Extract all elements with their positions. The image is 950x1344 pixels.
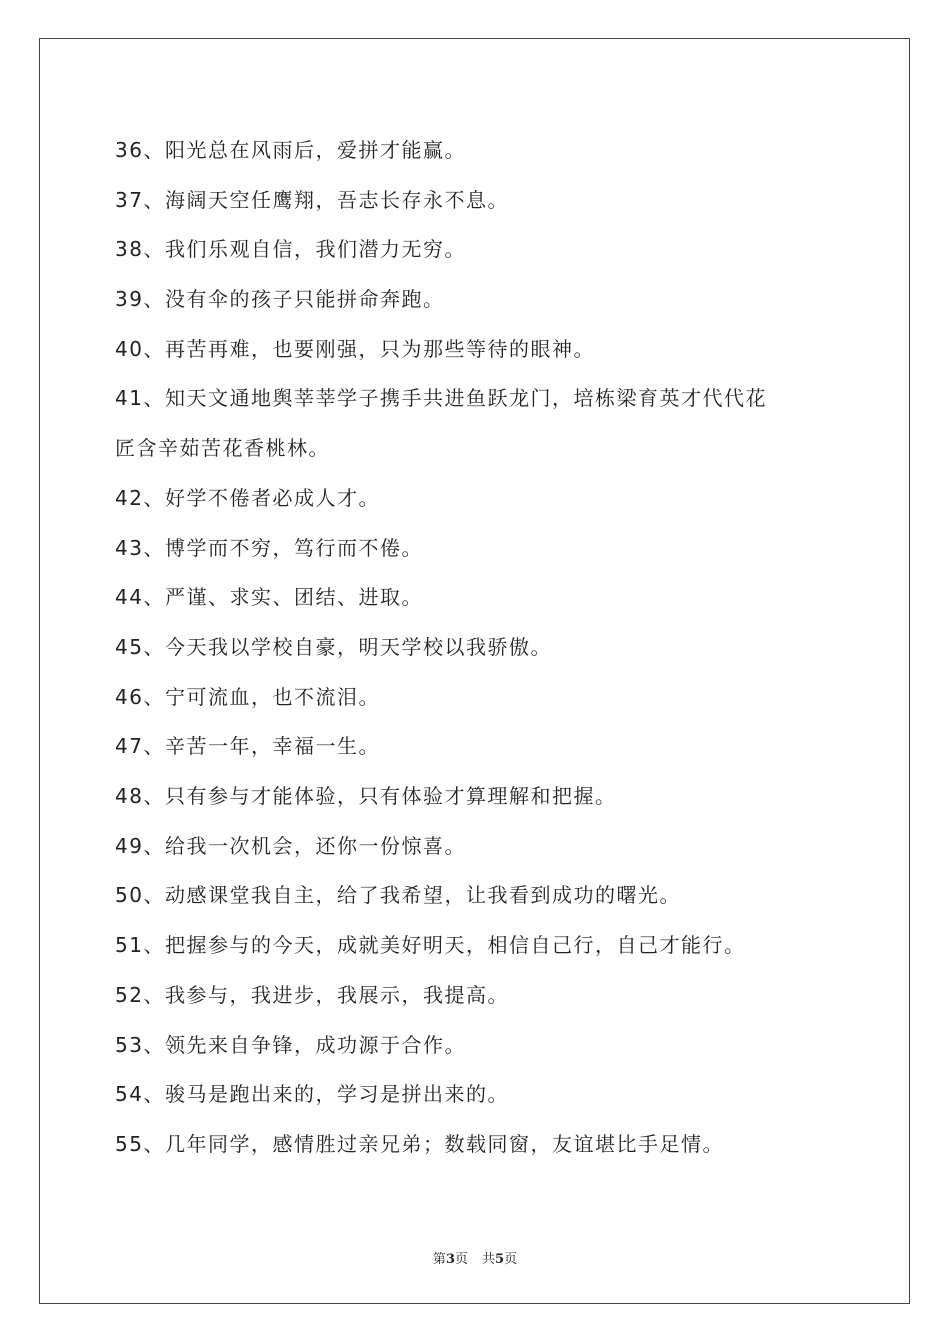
slogan-line: 54、骏马是跑出来的，学习是拼出来的。 — [115, 1082, 509, 1106]
slogan-line: 36、阳光总在风雨后，爱拼才能赢。 — [115, 138, 466, 162]
slogan-line: 37、海阔天空任鹰翔，吾志长存永不息。 — [115, 188, 509, 212]
total-suffix: 页 — [504, 1252, 518, 1267]
slogan-line: 53、领先来自争锋，成功源于合作。 — [115, 1033, 466, 1057]
slogan-line: 39、没有伞的孩子只能拼命奔跑。 — [115, 287, 445, 311]
page-frame — [39, 38, 910, 1304]
slogan-line: 49、给我一次机会，还你一份惊喜。 — [115, 834, 466, 858]
page-footer — [0, 1248, 950, 1267]
total-page-number: 5 — [495, 1252, 505, 1267]
slogan-line: 40、再苦再难，也要刚强，只为那些等待的眼神。 — [115, 337, 595, 361]
slogan-line: 44、严谨、求实、团结、进取。 — [115, 585, 423, 609]
slogan-line: 41、知天文通地舆莘莘学子携手共进鱼跃龙门，培栋梁育英才代代花 — [115, 386, 767, 410]
page-prefix: 第 — [432, 1252, 446, 1267]
slogan-line: 55、几年同学，感情胜过亲兄弟；数载同窗，友谊堪比手足情。 — [115, 1132, 724, 1156]
slogan-line: 38、我们乐观自信，我们潜力无穷。 — [115, 237, 466, 261]
page-suffix: 页 — [454, 1252, 468, 1267]
slogan-line: 47、辛苦一年，幸福一生。 — [115, 734, 380, 758]
slogan-line: 45、今天我以学校自豪，明天学校以我骄傲。 — [115, 635, 552, 659]
slogan-line: 43、博学而不穷，笃行而不倦。 — [115, 536, 423, 560]
slogan-line: 48、只有参与才能体验，只有体验才算理解和把握。 — [115, 784, 617, 808]
current-page-number: 3 — [445, 1252, 455, 1267]
slogan-line: 51、把握参与的今天，成就美好明天，相信自己行，自己才能行。 — [115, 933, 746, 957]
slogan-line: 42、好学不倦者必成人才。 — [115, 486, 380, 510]
slogan-line: 46、宁可流血，也不流泪。 — [115, 685, 380, 709]
slogan-line-continuation: 匠含辛茹苦花香桃林。 — [115, 436, 330, 460]
total-prefix: 共 — [482, 1252, 496, 1267]
slogan-line: 50、动感课堂我自主，给了我希望，让我看到成功的曙光。 — [115, 883, 681, 907]
slogan-line: 52、我参与，我进步，我展示，我提高。 — [115, 983, 509, 1007]
